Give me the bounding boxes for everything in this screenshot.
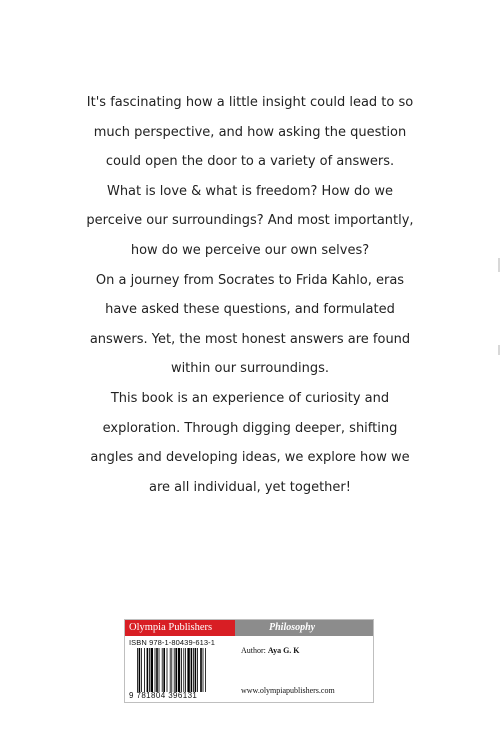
blurb-line: within our surroundings. xyxy=(170,361,330,377)
author-name: Aya G. K xyxy=(267,646,300,655)
barcode-bar xyxy=(191,648,193,692)
barcode-bar xyxy=(197,648,198,692)
barcode-bar xyxy=(141,648,142,692)
blurb-line: What is love & what is freedom? How do we xyxy=(106,183,394,199)
barcode-bar xyxy=(174,648,175,692)
barcode-bar xyxy=(155,648,156,692)
blurb-line: have asked these questions, and formulated xyxy=(105,302,395,318)
back-cover-blurb xyxy=(60,88,440,502)
author-label: Author: xyxy=(241,646,266,655)
publisher-name: Olympia Publishers xyxy=(125,620,235,636)
barcode-bar xyxy=(167,648,168,692)
blurb-line: On a journey from Socrates to Frida Kahlo, eras xyxy=(95,272,405,288)
barcode-bar xyxy=(163,648,165,692)
barcode-bar xyxy=(147,648,149,692)
barcode-header xyxy=(125,620,373,636)
blurb-line: answers. Yet, the most honest answers are found xyxy=(89,331,411,347)
barcode-bar xyxy=(181,648,182,692)
barcode-bar xyxy=(137,648,138,692)
barcode-bar xyxy=(178,648,180,692)
barcode-bar xyxy=(162,648,163,692)
barcode-bar xyxy=(144,648,145,692)
barcode-bar xyxy=(170,648,171,692)
barcode-bar xyxy=(193,648,194,692)
blurb-line: perceive our surroundings? And most importantly, xyxy=(86,213,414,229)
publisher-website: www.olympiapublishers.com xyxy=(241,686,335,695)
barcode-bar xyxy=(205,648,206,692)
blurb-line: angles and developing ideas, we explore how we xyxy=(90,450,410,466)
barcode-bar xyxy=(156,648,158,692)
barcode-bar xyxy=(183,648,184,692)
isbn-text: ISBN 978-1-80439-613-1 xyxy=(129,638,216,647)
blurb-line: much perspective, and how asking the question xyxy=(93,124,407,140)
barcode-panel xyxy=(124,619,374,703)
blurb-line: how do we perceive our own selves? xyxy=(130,242,370,258)
barcode-bar xyxy=(149,648,150,692)
barcode-bar xyxy=(185,648,186,692)
barcode-digits: 9 781804 396131 xyxy=(129,691,198,700)
author-line xyxy=(241,646,300,655)
barcode-icon xyxy=(137,648,231,692)
blurb-line: It's fascinating how a little insight could lead to so xyxy=(86,95,414,110)
barcode-bar xyxy=(195,648,197,692)
barcode-bar xyxy=(151,648,153,692)
category-label: Philosophy xyxy=(235,620,373,636)
barcode-bar xyxy=(203,648,204,692)
barcode-bar xyxy=(159,648,160,692)
blurb-line: exploration. Through digging deeper, shifting xyxy=(102,420,398,436)
barcode-bar xyxy=(171,648,172,692)
barcode-bar xyxy=(200,648,202,692)
blurb-line: are all individual, yet together! xyxy=(149,479,351,495)
blurb-line: This book is an experience of curiosity and xyxy=(110,390,390,406)
barcode-bar xyxy=(139,648,141,692)
barcode-bar xyxy=(187,648,189,692)
blurb-line: could open the door to a variety of answers. xyxy=(105,154,395,170)
barcode-bar xyxy=(175,648,177,692)
